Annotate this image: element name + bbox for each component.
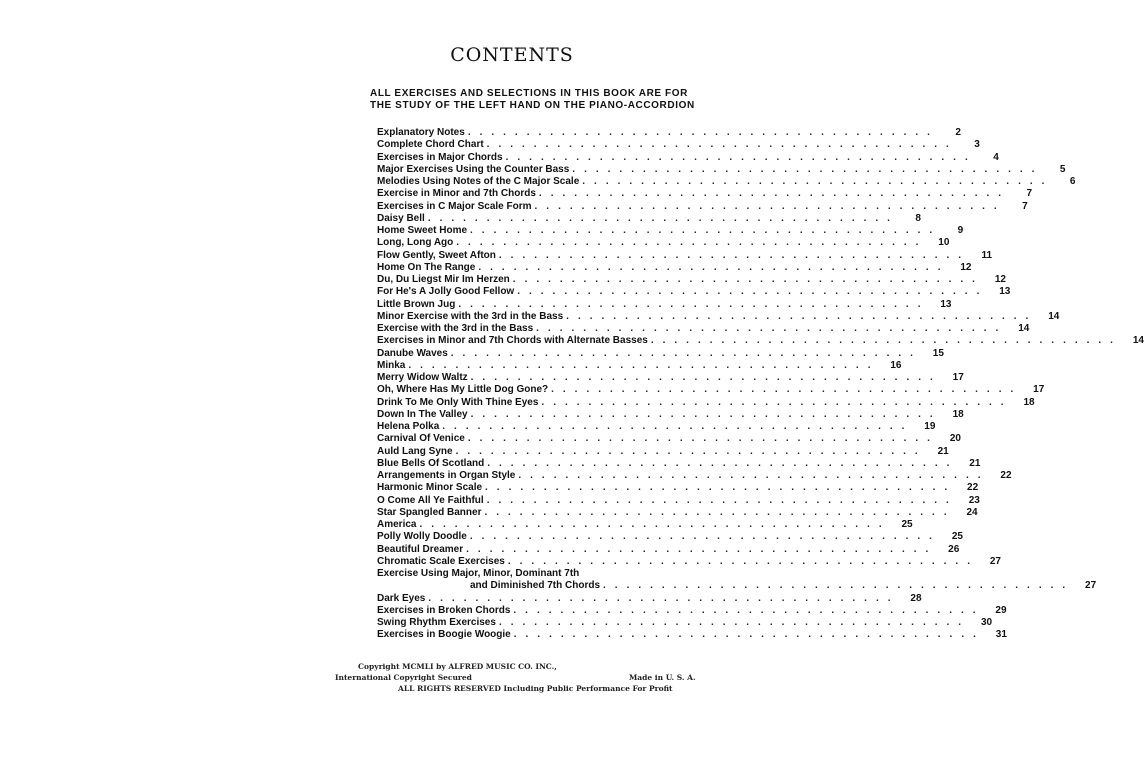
toc-entry — [377, 506, 978, 519]
toc-entry-title: Minka — [377, 360, 408, 372]
toc-entry — [377, 274, 1006, 286]
toc-entry-title: Explanatory Notes — [377, 127, 468, 139]
leader-dots: ........................................ — [572, 163, 1044, 175]
toc-entry-title: Exercise with the 3rd in the Bass — [377, 323, 536, 335]
toc-entry-page: 27 — [1085, 580, 1097, 592]
toc-entry — [377, 457, 981, 470]
toc-entry — [377, 617, 993, 629]
toc-entry-title: Major Exercises Using the Counter Bass — [377, 164, 572, 176]
toc-entry-page: 31 — [995, 629, 1007, 641]
copyright-notice: Copyright MCMLI by ALFRED MUSIC CO. INC., — [358, 662, 557, 671]
toc-entry-title: Complete Chord Chart — [377, 139, 487, 151]
leader-dots: ........................................ — [512, 274, 984, 285]
leader-dots: ........................................ — [536, 323, 1008, 334]
toc-entry-title: Exercises in Broken Chords — [377, 605, 513, 617]
toc-entry-title: Star Spangled Banner — [377, 507, 484, 519]
leader-dots: ........................................ — [534, 200, 1006, 212]
toc-entry-title: Carnival Of Venice — [377, 433, 468, 445]
toc-entry-page: 14 — [1132, 335, 1144, 347]
toc-entry-page: 13 — [940, 298, 952, 310]
toc-entry — [377, 298, 952, 311]
leader-dots: ........................................ — [467, 433, 939, 445]
toc-entry-title: Drink To Me Only With Thine Eyes — [377, 397, 541, 409]
subtitle-line-1: ALL EXERCISES AND SELECTIONS IN THIS BOOK ARE FOR — [370, 88, 688, 99]
toc-entry-title: Polly Wolly Doodle — [377, 531, 470, 543]
toc-entry-page: 28 — [910, 592, 922, 604]
made-in-label: Made in U. S. A. — [629, 673, 696, 682]
international-copyright: International Copyright Secured — [335, 673, 472, 682]
leader-dots: ........................................ — [470, 225, 942, 236]
rights-notice: ALL RIGHTS RESERVED Including Public Performance For Profit — [398, 684, 673, 693]
toc-entry — [377, 543, 960, 556]
toc-entry-page: 13 — [999, 286, 1011, 298]
toc-entry-title: Long, Long Ago — [377, 237, 456, 249]
toc-entry — [377, 445, 949, 458]
leader-dots: ........................................ — [478, 261, 950, 273]
toc-entry-title: Flow Gently, Sweet Afton — [377, 250, 499, 262]
toc-entry-title: Merry Widow Waltz — [377, 372, 471, 384]
leader-dots: ........................................ — [518, 470, 990, 481]
toc-entry-page: 11 — [981, 249, 993, 261]
toc-entry-title: Blue Bells Of Scotland — [377, 458, 487, 470]
toc-entry-title: and Diminished 7th Chords — [377, 580, 603, 592]
toc-entry-title: Down In The Valley — [377, 409, 471, 421]
toc-entry — [377, 237, 950, 249]
toc-entry-page: 23 — [968, 494, 980, 506]
toc-entry — [377, 604, 1007, 617]
toc-entry — [377, 482, 979, 494]
toc-entry — [377, 286, 1011, 298]
toc-entry-page: 7 — [1022, 200, 1028, 212]
toc-entry — [377, 580, 1097, 592]
leader-dots: ........................................ — [469, 531, 941, 543]
leader-dots: ........................................ — [541, 396, 1013, 408]
toc-entry-title: Daisy Bell — [377, 213, 428, 225]
toc-entry — [377, 470, 1012, 482]
leader-dots: ........................................ — [486, 139, 958, 151]
leader-dots: ........................................ — [470, 372, 942, 383]
leader-dots: ........................................ — [467, 127, 939, 138]
toc-entry — [377, 323, 1030, 335]
toc-entry-page: 18 — [952, 408, 964, 420]
toc-entry-page: 14 — [1018, 323, 1030, 334]
toc-entry-title: Melodies Using Notes of the C Major Scale — [377, 176, 582, 188]
toc-entry — [377, 396, 1035, 409]
page-title: CONTENTS — [450, 44, 574, 66]
toc-entry — [377, 200, 1028, 213]
leader-dots: ........................................ — [484, 506, 956, 518]
toc-entry — [377, 568, 683, 580]
toc-entry — [377, 127, 961, 139]
leader-dots: ........................................ — [487, 457, 959, 469]
leader-dots: ........................................ — [486, 494, 958, 506]
toc-entry — [377, 555, 1001, 568]
leader-dots: ........................................ — [538, 188, 1011, 200]
toc-entry-page: 6 — [1069, 176, 1076, 187]
toc-entry-page: 24 — [966, 506, 978, 518]
toc-entry-page: 2 — [955, 127, 961, 138]
toc-entry-page: 25 — [951, 531, 963, 543]
toc-entry-title: Swing Rhythm Exercises — [377, 617, 499, 629]
toc-entry-page: 26 — [948, 543, 960, 555]
toc-entry — [377, 494, 980, 507]
toc-entry-title: Oh, Where Has My Little Dog Gone? — [377, 384, 551, 396]
leader-dots: ........................................ — [498, 249, 971, 261]
toc-entry — [377, 519, 913, 531]
leader-dots: ........................................ — [517, 286, 989, 298]
toc-entry-title: O Come All Ye Faithful — [377, 495, 487, 507]
toc-entry-page: 22 — [1000, 470, 1012, 481]
toc-entry-page: 27 — [989, 555, 1001, 567]
toc-entry — [377, 421, 936, 433]
leader-dots: ........................................ — [427, 212, 899, 224]
toc-entry-page: 22 — [967, 482, 979, 494]
toc-entry-title: Exercise in Minor and 7th Chords — [377, 188, 539, 200]
toc-entry — [377, 384, 1045, 396]
toc-entry-title: Dark Eyes — [377, 593, 428, 605]
toc-entry-page: 20 — [949, 433, 961, 445]
toc-entry-page: 19 — [924, 421, 936, 432]
toc-entry-page: 18 — [1023, 396, 1035, 408]
toc-entry — [377, 629, 1007, 641]
toc-entry-page: 7 — [1026, 188, 1033, 200]
toc-entry-title: Auld Lang Syne — [377, 446, 456, 458]
leader-dots: ........................................ — [513, 604, 985, 616]
toc-entry — [377, 372, 964, 384]
toc-entry-page: 16 — [890, 359, 902, 371]
toc-entry-title: For He's A Jolly Good Fellow — [377, 286, 517, 298]
toc-entry-title: Arrangements in Organ Style — [377, 470, 518, 482]
toc-entry — [377, 151, 999, 164]
toc-entry-page: 25 — [901, 519, 913, 530]
toc-entry — [377, 188, 1033, 200]
leader-dots: ........................................ — [419, 519, 891, 530]
toc-entry-page: 9 — [957, 225, 964, 236]
toc-entry-title: Exercises in Boogie Woogie — [377, 629, 514, 641]
leader-dots: ........................................ — [456, 237, 928, 249]
leader-dots: ........................................ — [566, 310, 1038, 322]
leader-dots: ........................................ — [551, 384, 1023, 396]
toc-entry-title: Harmonic Minor Scale — [377, 482, 485, 494]
toc-entry-page: 21 — [937, 445, 949, 457]
leader-dots: ........................................ — [603, 580, 1075, 592]
toc-entry-title: Helena Polka — [377, 421, 442, 433]
toc-entry — [377, 335, 1144, 347]
toc-entry — [377, 139, 980, 151]
toc-entry — [377, 212, 921, 225]
leader-dots: ........................................ — [505, 151, 977, 163]
toc-entry-page: 8 — [915, 212, 921, 224]
leader-dots: ........................................ — [428, 592, 900, 604]
toc-entry-page: 3 — [974, 139, 980, 151]
leader-dots: ........................................ — [485, 482, 957, 494]
toc-entry — [377, 592, 922, 605]
toc-entry — [377, 225, 964, 237]
leader-dots: ........................................ — [450, 347, 922, 359]
toc-entry-page: 4 — [993, 151, 999, 163]
toc-entry — [377, 249, 993, 262]
toc-entry-page: 29 — [995, 604, 1007, 616]
leader-dots: ........................................ — [442, 421, 914, 432]
toc-entry — [377, 261, 972, 274]
toc-entry-title: Beautiful Dreamer — [377, 544, 466, 556]
toc-entry — [377, 531, 963, 543]
subtitle-line-2: THE STUDY OF THE LEFT HAND ON THE PIANO-ACCORDION — [370, 100, 695, 111]
leader-dots: ........................................ — [470, 408, 942, 420]
toc-entry — [377, 359, 902, 372]
toc-entry — [377, 176, 1076, 188]
leader-dots: ........................................ — [513, 629, 985, 641]
toc-entry-title: Little Brown Jug — [377, 299, 458, 311]
toc-entry — [377, 310, 1060, 323]
toc-entry — [377, 163, 1066, 176]
toc-entry-page: 12 — [994, 274, 1006, 285]
leader-dots: ........................................ — [498, 617, 971, 628]
leader-dots: ........................................ — [458, 298, 930, 310]
toc-entry-page: 10 — [938, 237, 950, 249]
toc-entry — [377, 347, 944, 360]
toc-entry-title: Du, Du Liegst Mir Im Herzen — [377, 274, 513, 286]
leader-dots: ........................................ — [507, 555, 979, 567]
toc-entry-page: 12 — [960, 261, 972, 273]
toc-entry-page: 14 — [1048, 310, 1060, 322]
toc-entry — [377, 408, 964, 421]
toc-entry-page: 17 — [952, 372, 964, 383]
leader-dots: ........................................ — [466, 543, 938, 555]
toc-entry-page: 5 — [1059, 163, 1066, 175]
leader-dots: ........................................ — [408, 359, 880, 371]
toc-entry — [377, 433, 961, 445]
toc-entry-title: America — [377, 519, 419, 531]
toc-entry-title: Home Sweet Home — [377, 225, 470, 237]
toc-entry-title: Danube Waves — [377, 348, 451, 360]
toc-entry-title: Exercises in Minor and 7th Chords with Alternate Basses — [377, 335, 651, 347]
toc-entry-page: 15 — [932, 347, 944, 359]
toc-entry-title: Home On The Range — [377, 262, 478, 274]
toc-entry-title: Chromatic Scale Exercises — [377, 556, 508, 568]
toc-entry-title: Minor Exercise with the 3rd in the Bass — [377, 311, 566, 323]
toc-entry-page: 17 — [1033, 384, 1045, 396]
table-of-contents — [377, 127, 1144, 642]
toc-entry-page: 30 — [980, 617, 993, 628]
toc-entry-title: Exercise Using Major, Minor, Dominant 7th — [377, 568, 582, 580]
leader-dots: ........................................ — [455, 445, 927, 457]
leader-dots: ........................................ — [650, 335, 1122, 347]
toc-entry-title: Exercises in Major Chords — [377, 152, 506, 164]
toc-entry-title: Exercises in C Major Scale Form — [377, 201, 535, 213]
toc-entry-page: 21 — [969, 457, 981, 469]
leader-dots: ........................................ — [582, 176, 1054, 187]
